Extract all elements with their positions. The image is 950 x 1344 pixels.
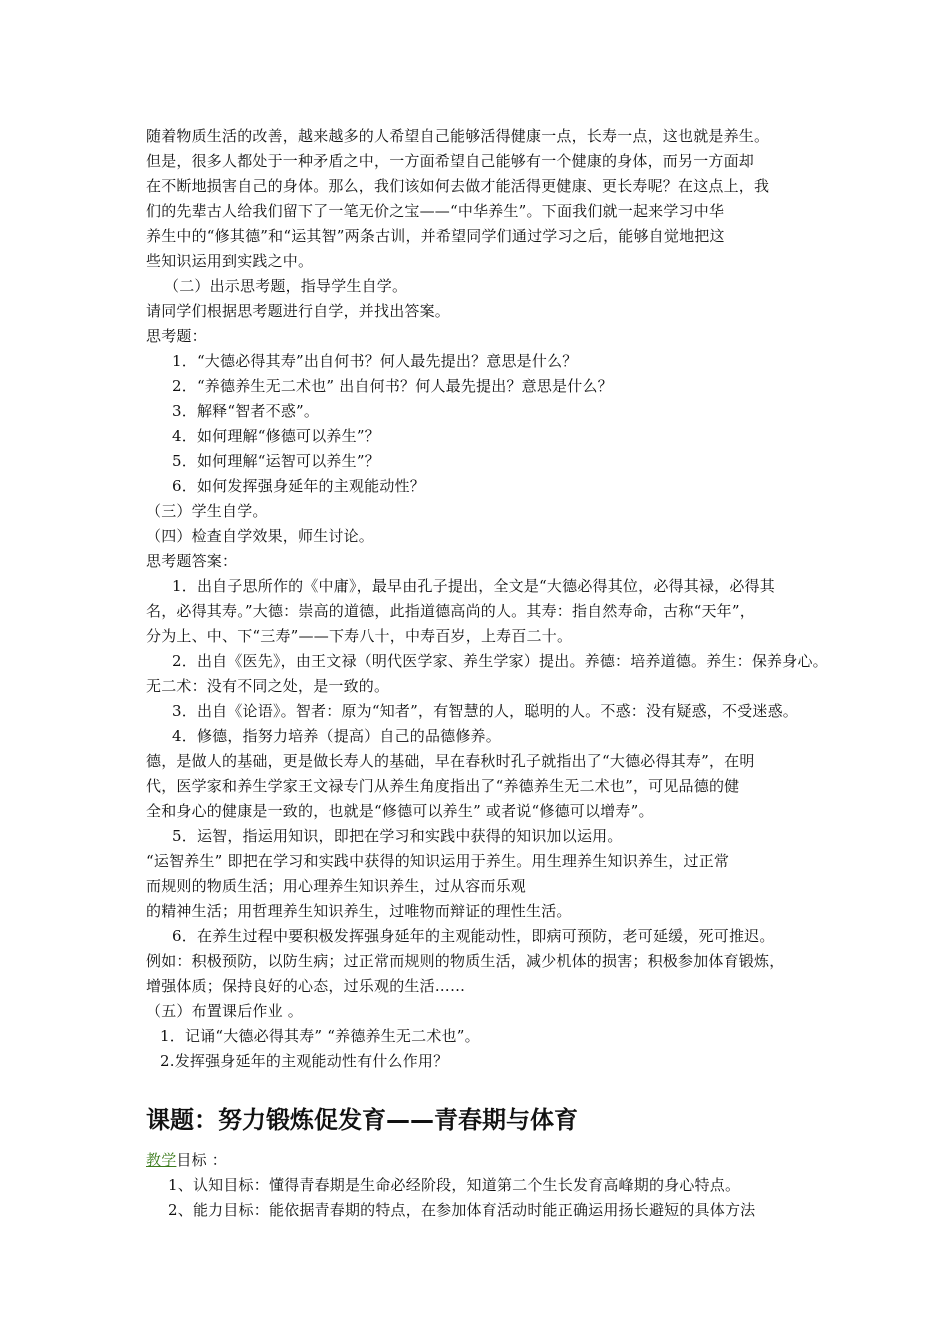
question-item: 6．如何发挥强身延年的主观能动性？ xyxy=(172,477,425,495)
answer-line: 的精神生活；用哲理养生知识养生，过唯物而辩证的理性生活。 xyxy=(146,902,572,920)
objectives-link[interactable]: 教学 xyxy=(146,1151,177,1169)
step5-title: （五）布置课后作业 。 xyxy=(146,1002,303,1020)
answer-line: 而规则的物质生活；用心理养生知识养生，过从容而乐观 xyxy=(146,877,527,895)
question-item: 4．如何理解“修德可以养生”？ xyxy=(172,427,380,445)
answer-line: 1．出自子思所作的《中庸》，最早由孔子提出，全文是“大德必得其位，必得其禄，必得其 xyxy=(172,577,775,595)
step2-title: （二）出示思考题，指导学生自学。 xyxy=(164,277,408,295)
step4-title: （四）检查自学效果，师生讨论。 xyxy=(146,527,375,545)
intro-line: 些知识运用到实践之中。 xyxy=(146,252,314,270)
answer-line: 5．运智，指运用知识，即把在学习和实践中获得的知识加以运用。 xyxy=(172,827,623,845)
answers-label: 思考题答案： xyxy=(146,552,238,570)
lesson-heading: 课题：努力锻炼促发育——青春期与体育 xyxy=(146,1106,578,1134)
answer-line: 2．出自《医先》，由王文禄（明代医学家、养生学家）提出。养德：培养道德。养生：保养身心。 xyxy=(172,652,828,670)
objectives-label xyxy=(146,1150,818,1170)
answer-line: “运智养生” 即把在学习和实践中获得的知识运用于养生。用生理养生知识养生，过正常 xyxy=(146,852,730,870)
answer-line: 4．修德，指努力培养（提高）自己的品德修养。 xyxy=(172,727,501,745)
homework-item: 1．记诵“大德必得其寿” “养德养生无二术也”。 xyxy=(160,1027,480,1045)
answer-line: 例如：积极预防，以防生病；过正常而规则的物质生活，减少机体的损害；积极参加体育锻炼， xyxy=(146,952,785,970)
answer-line: 名，必得其寿。”大德：崇高的道德，此指道德高尚的人。其寿：指自然寿命，古称“天年”， xyxy=(146,602,755,620)
answer-line: 德，是做人的基础，更是做长寿人的基础，早在春秋时孔子就指出了“大德必得其寿”，在明 xyxy=(146,752,755,770)
intro-line: 们的先辈古人给我们留下了一笔无价之宝——“中华养生”。下面我们就一起来学习中华 xyxy=(146,202,725,220)
intro-line: 养生中的“修其德”和“运其智”两条古训，并希望同学们通过学习之后，能够自觉地把这 xyxy=(146,227,725,245)
intro-line: 但是，很多人都处于一种矛盾之中，一方面希望自己能够有一个健康的身体，而另一方面却 xyxy=(146,152,755,170)
step3-title: （三）学生自学。 xyxy=(146,502,268,520)
answer-line: 6．在养生过程中要积极发挥强身延年的主观能动性，即病可预防，老可延缓，死可推迟。 xyxy=(172,927,775,945)
objectives-label-rest: 目标 ： xyxy=(176,1151,227,1169)
question-item: 3．解释“智者不惑”。 xyxy=(172,402,320,420)
question-item: 2．“养德养生无二术也” 出自何书？何人最先提出？意思是什么？ xyxy=(172,377,613,395)
answer-line: 代，医学家和养生学家王文禄专门从养生角度指出了“养德养生无二术也”，可见品德的健 xyxy=(146,777,740,795)
answer-line: 分为上、中、下“三寿”——下寿八十，中寿百岁，上寿百二十。 xyxy=(146,627,573,645)
answer-line: 全和身心的健康是一致的，也就是“修德可以养生” 或者说“修德可以增寿”。 xyxy=(146,802,654,820)
answer-line: 增强体质；保持良好的心态，过乐观的生活…… xyxy=(146,977,466,995)
questions-label: 思考题： xyxy=(146,327,207,345)
answer-line: 无二术：没有不同之处，是一致的。 xyxy=(146,677,390,695)
intro-line: 随着物质生活的改善，越来越多的人希望自己能够活得健康一点，长寿一点，这也就是养生。 xyxy=(146,127,770,145)
step2-instruction: 请同学们根据思考题进行自学，并找出答案。 xyxy=(146,302,451,320)
homework-item: 2.发挥强身延年的主观能动性有什么作用？ xyxy=(160,1052,449,1070)
answer-line: 3．出自《论语》。智者：原为“知者”，有智慧的人，聪明的人。不惑：没有疑惑，不受迷惑。 xyxy=(172,702,798,720)
objective-item: 1、认知目标：懂得青春期是生命必经阶段，知道第二个生长发育高峰期的身心特点。 xyxy=(168,1176,741,1194)
intro-line: 在不断地损害自己的身体。那么，我们该如何去做才能活得更健康、更长寿呢？在这点上，我 xyxy=(146,177,770,195)
question-item: 5．如何理解“运智可以养生”？ xyxy=(172,452,380,470)
question-item: 1．“大德必得其寿”出自何书？何人最先提出？意思是什么？ xyxy=(172,352,578,370)
objective-item: 2、能力目标：能依据青春期的特点，在参加体育活动时能正确运用扬长避短的具体方法 xyxy=(168,1201,756,1219)
